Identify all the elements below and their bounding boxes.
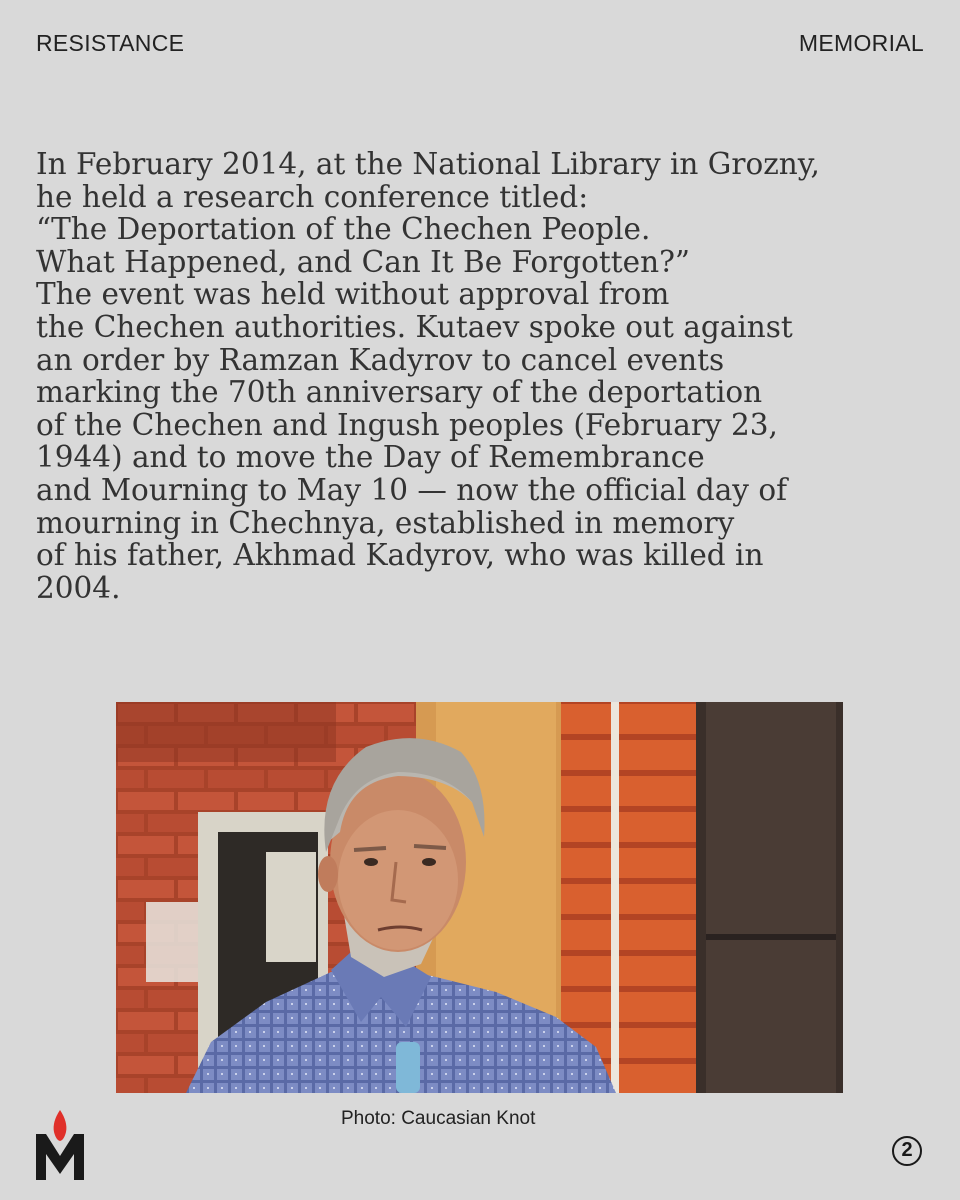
flame-icon <box>54 1110 67 1141</box>
text-line: The event was held without approval from <box>36 277 670 312</box>
text-line: the Chechen authorities. Kutaev spoke out against <box>36 309 793 344</box>
text-line: an order by Ramzan Kadyrov to cancel events <box>36 342 725 377</box>
text-line: 1944) and to move the Day of Remembrance <box>36 440 705 475</box>
text-line: of the Chechen and Ingush peoples (February 23, <box>36 407 778 442</box>
text-line: mourning in Chechnya, established in memory <box>36 505 735 540</box>
text-line: he held a research conference titled: <box>36 179 589 214</box>
section-label: RESISTANCE <box>36 30 185 56</box>
text-line: of his father, Akhmad Kadyrov, who was killed in <box>36 538 764 573</box>
photo-caption: Photo: Caucasian Knot <box>341 1108 536 1129</box>
memorial-logo <box>34 1110 86 1182</box>
page-number: 2 <box>892 1136 922 1166</box>
organization-label: MEMORIAL <box>798 30 924 56</box>
article-text <box>36 148 926 604</box>
text-line: and Mourning to May 10 — now the official day of <box>36 472 788 507</box>
text-line: In February 2014, at the National Library in Grozny, <box>36 147 820 181</box>
text-line: What Happened, and Can It Be Forgotten?” <box>36 244 690 279</box>
text-line: 2004. <box>36 570 121 605</box>
portrait-photo <box>116 702 843 1093</box>
text-line: “The Deportation of the Chechen People. <box>36 212 651 247</box>
text-line: marking the 70th anniversary of the deportation <box>36 375 763 410</box>
